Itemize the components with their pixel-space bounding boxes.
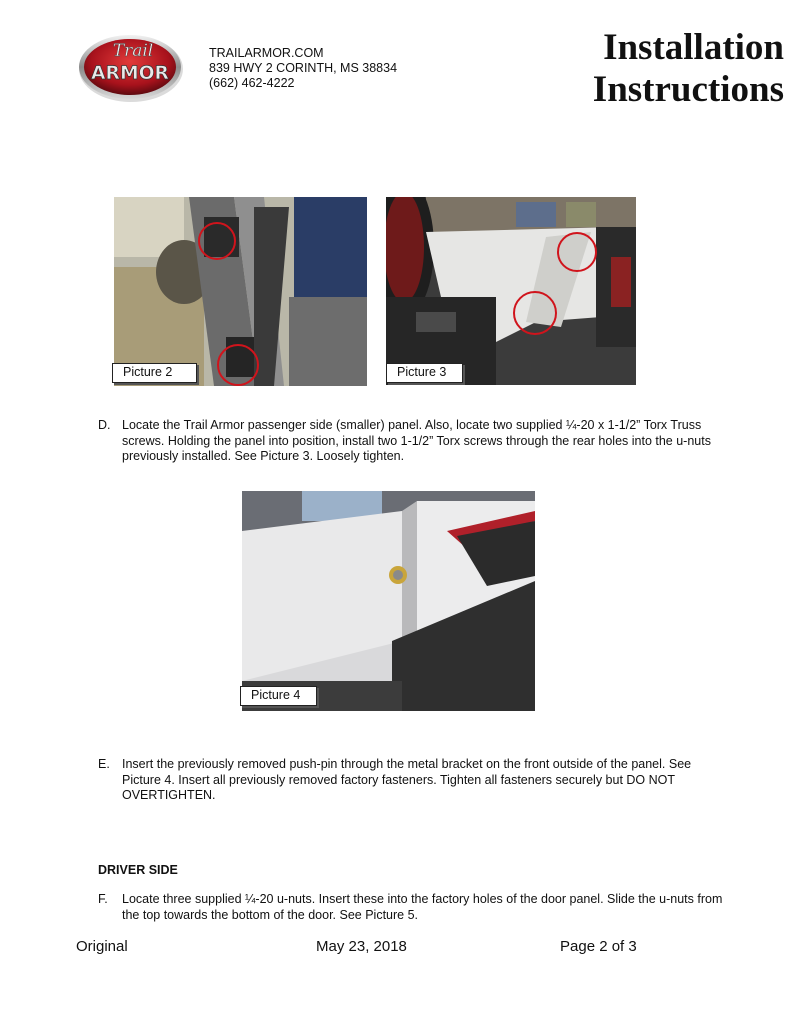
step-f [98, 892, 728, 923]
company-info [209, 46, 397, 91]
picture-4-caption: Picture 4 [240, 686, 317, 706]
picture-3-caption: Picture 3 [386, 363, 463, 383]
step-d [98, 418, 728, 465]
step-f-text: Locate three supplied ¼-20 u-nuts. Insert these into the factory holes of the door panel. Slide the u-nuts from the top towards the bottom of the door. See Picture 5. [122, 892, 723, 922]
document-title [593, 27, 784, 111]
step-d-letter: D. [98, 418, 111, 432]
picture-2-caption: Picture 2 [112, 363, 197, 383]
title-line-1: Installation [603, 27, 784, 68]
footer-date: May 23, 2018 [316, 938, 407, 955]
company-address: 839 HWY 2 CORINTH, MS 38834 [209, 61, 398, 75]
step-e-text: Insert the previously removed push-pin through the metal bracket on the front outside of the panel. See Picture 4. Insert all previously removed factory fasteners. Tighten all fasteners securely but DO NOT OVERTIGHTEN. [122, 757, 692, 802]
step-f-letter: F. [98, 892, 108, 906]
footer-status: Original [76, 938, 128, 955]
svg-text:ARMOR: ARMOR [91, 62, 170, 84]
trail-armor-logo [78, 32, 184, 104]
footer-page-number: Page 2 of 3 [560, 938, 637, 955]
step-e [98, 757, 728, 804]
step-d-text: Locate the Trail Armor passenger side (smaller) panel. Also, locate two supplied ¼-20 x 1-1/2” Torx Truss screws. Holding the panel into position, install two 1-1/2” Torx screws through the rear holes into the u-nuts previously installed. See Picture 3. Loosely tighten. [122, 418, 711, 463]
picture-4-photo [242, 491, 535, 711]
svg-text:Trail: Trail [112, 41, 154, 61]
title-line-2: Instructions [592, 69, 784, 110]
company-website: TRAILARMOR.COM [209, 46, 324, 60]
picture-2-photo [114, 197, 367, 386]
driver-side-heading: DRIVER SIDE [98, 863, 178, 877]
company-phone: (662) 462-4222 [209, 76, 295, 90]
step-e-letter: E. [98, 757, 110, 771]
picture-3-photo [386, 197, 636, 385]
